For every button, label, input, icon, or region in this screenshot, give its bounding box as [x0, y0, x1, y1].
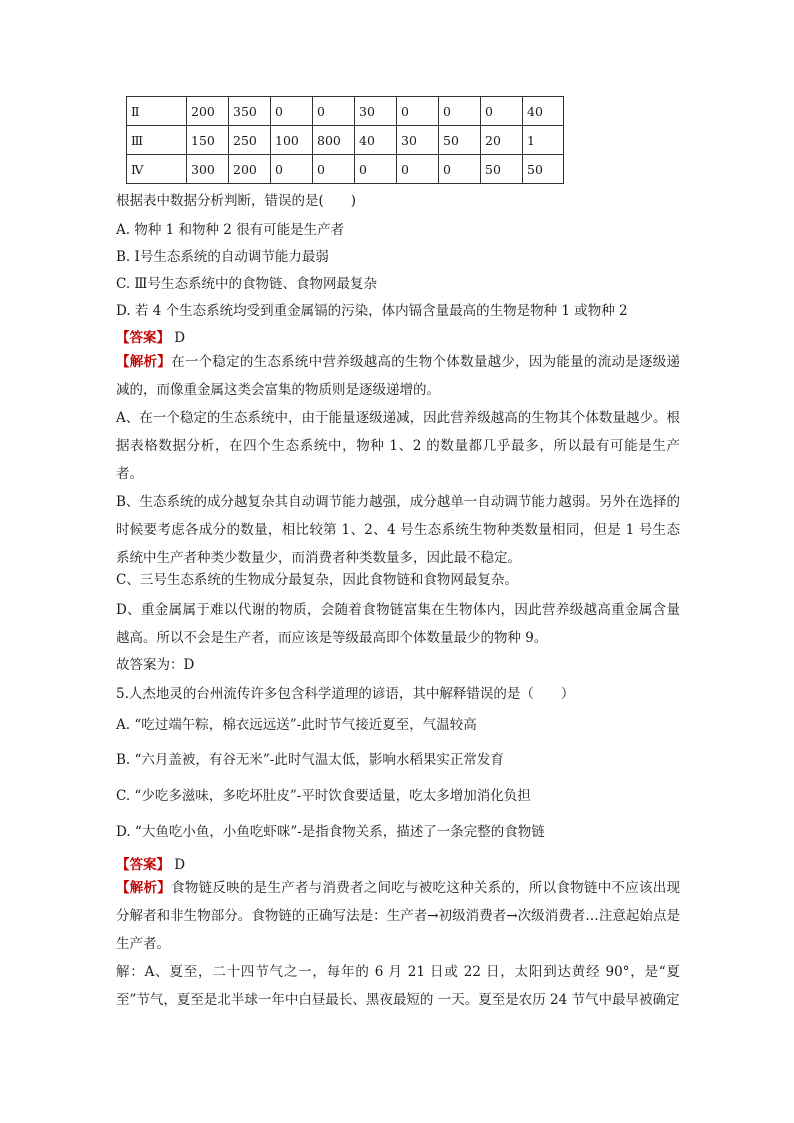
option-d: D. “大鱼吃小鱼，小鱼吃虾咪”-是指食物关系，描述了一条完整的食物链: [116, 824, 545, 840]
table-cell: 50: [439, 126, 481, 155]
analysis-tag: 【解析】: [116, 354, 172, 370]
table-cell: 30: [355, 97, 397, 126]
table-cell: Ⅳ: [127, 155, 187, 184]
analysis-paragraph: [116, 348, 680, 404]
answer-value: D: [174, 330, 186, 346]
analysis-tag: 【解析】: [116, 880, 172, 896]
table-cell: 250: [229, 126, 271, 155]
table-cell: 350: [229, 97, 271, 126]
table-cell: 0: [313, 155, 355, 184]
table-cell: 200: [187, 97, 229, 126]
table-cell: 0: [481, 97, 523, 126]
question-stem: 根据表中数据分析判断，错误的是( ): [116, 193, 357, 209]
table-cell: 100: [271, 126, 313, 155]
table-row: [127, 155, 564, 184]
answer-value: D: [174, 857, 186, 873]
table-cell: 200: [229, 155, 271, 184]
table-cell: 40: [523, 97, 564, 126]
explanation-b: B、生态系统的成分越复杂其自动调节能力越强，成分越单一自动调节能力越弱。另外在选择的时候要考虑各成分的数量，相比较第 1、2、4 号生态系统生物种类数量相同，但是 1 号生态系统中生产者种类少数量少，而消费者种类数量多，因此最不稳定。: [116, 494, 680, 566]
table-cell: 30: [397, 126, 439, 155]
table-cell: Ⅱ: [127, 97, 187, 126]
table-cell: 150: [187, 126, 229, 155]
table-cell: 800: [313, 126, 355, 155]
table-cell: 0: [355, 155, 397, 184]
option-d: D. 若 4 个生态系统均受到重金属镉的污染，体内镉含量最高的生物是物种 1 或物种 2: [116, 303, 628, 319]
explanation-d: D、重金属属于难以代谢的物质，会随着食物链富集在生物体内，因此营养级越高重金属含量越高。所以不会是生产者，而应该是等级最高即个体数量最少的物种 9。: [116, 602, 680, 646]
answer-line: [116, 326, 185, 346]
answer-tag: 【答案】: [116, 330, 170, 346]
table-cell: 0: [397, 155, 439, 184]
option-c: C. Ⅲ号生态系统中的食物链、食物网最复杂: [116, 276, 377, 292]
option-b: B. “六月盖被，有谷无米”-此时气温太低，影响水稻果实正常发育: [116, 752, 504, 768]
table-cell: 50: [523, 155, 564, 184]
table-cell: 0: [271, 155, 313, 184]
table-cell: Ⅲ: [127, 126, 187, 155]
solution-text: 解：A、夏至，二十四节气之一，每年的 6 月 21 日或 22 日，太阳到达黄经 90°，是“夏至”节气，夏至是北半球一年中白昼最长、黑夜最短的 一天。夏至是农历 24 节气中最早被确定: [116, 964, 681, 1008]
table-row: [127, 126, 564, 155]
answer-tag: 【答案】: [116, 857, 170, 873]
table-cell: 0: [397, 97, 439, 126]
explanation-c: C、三号生态系统的生物成分最复杂，因此食物链和食物网最复杂。: [116, 572, 518, 588]
table-cell: 20: [481, 126, 523, 155]
option-c: C. “少吃多滋味，多吃坏肚皮”-平时饮食要适量，吃太多增加消化负担: [116, 788, 531, 804]
table-cell: 0: [313, 97, 355, 126]
table-cell: 0: [439, 155, 481, 184]
analysis-text: 食物链反映的是生产者与消费者之间吃与被吃这种关系的，所以食物链中不应该出现分解者和非生物部分。食物链的正确写法是：生产者→初级消费者→次级消费者…注意起始点是生产者。: [116, 880, 681, 952]
table-cell: 40: [355, 126, 397, 155]
analysis-text: 在一个稳定的生态系统中营养级越高的生物个体数量越少，因为能量的流动是逐级递减的，而像重金属这类会富集的物质则是逐级递增的。: [116, 354, 681, 398]
table-cell: 0: [271, 97, 313, 126]
table-cell: 300: [187, 155, 229, 184]
option-a: A. “吃过端午粽，棉衣远远送”-此时节气接近夏至，气温较高: [116, 717, 477, 733]
table-cell: 0: [439, 97, 481, 126]
answer-line: [116, 853, 185, 873]
explanation-a: A、在一个稳定的生态系统中，由于能量逐级递减，因此营养级越高的生物其个体数量越少。根据表格数据分析，在四个生态系统中，物种 1、2 的数量都几乎最多，所以最有可能是生产者。: [116, 410, 680, 482]
species-data-table: [126, 96, 564, 184]
final-answer: 故答案为：D: [116, 657, 195, 673]
table-row: [127, 97, 564, 126]
table-cell: 50: [481, 155, 523, 184]
analysis-paragraph: [116, 874, 680, 958]
question-stem: 5.人杰地灵的台州流传许多包含科学道理的谚语，其中解释错误的是（ ）: [116, 686, 575, 702]
option-b: B. Ⅰ号生态系统的自动调节能力最弱: [116, 249, 329, 265]
option-a: A. 物种 1 和物种 2 很有可能是生产者: [116, 222, 345, 238]
table-cell: 1: [523, 126, 564, 155]
